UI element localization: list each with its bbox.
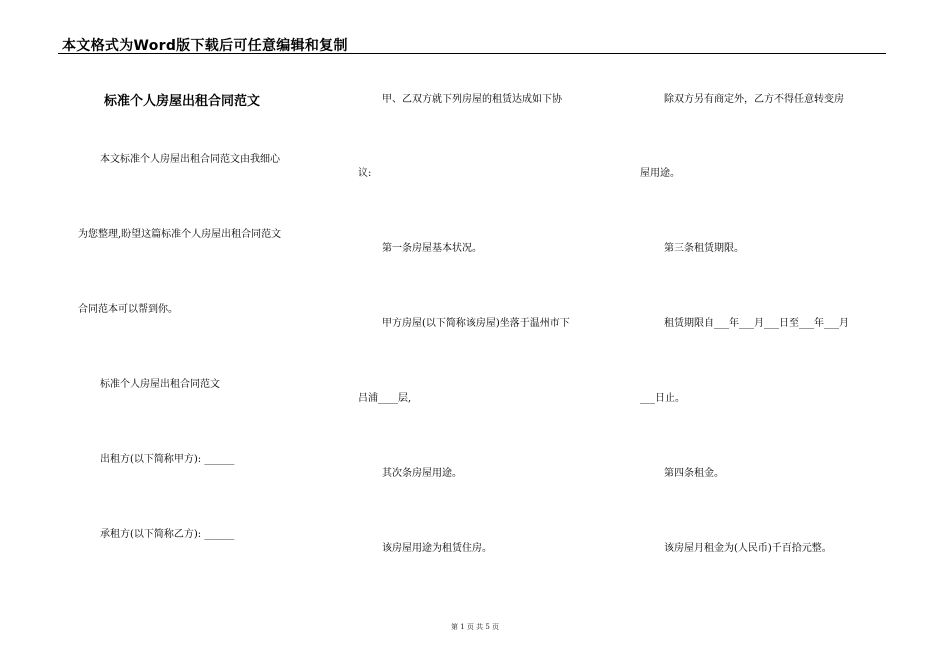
paragraph-line: 甲方房屋(以下简称该房屋)坐落于温州市下 [382, 318, 570, 329]
page-number: 第 1 页 共 5 页 [450, 623, 500, 631]
paragraph-line: ___日止。 [640, 393, 685, 404]
paragraph-line: 承租方(以下简称乙方): ______ [100, 529, 235, 540]
document-title: 标准个人房屋出租合同范文 [104, 94, 261, 109]
paragraph-line: 除双方另有商定外，乙方不得任意转变房 [664, 94, 844, 105]
paragraph-line: 第一条房屋基本状况。 [382, 243, 482, 254]
paragraph-line: 出租方(以下简称甲方): ______ [100, 454, 235, 465]
paragraph-line: 为您整理,盼望这篇标准个人房屋出租合同范文 [78, 229, 282, 240]
paragraph-line: 屋用途。 [640, 168, 680, 179]
paragraph-line: 该房屋用途为租赁住房。 [382, 543, 492, 554]
paragraph-line: 合同范本可以帮到你。 [78, 304, 178, 315]
paragraph-line: 吕浦____层, [358, 393, 412, 404]
paragraph-line: 标准个人房屋出租合同范文 [100, 379, 220, 390]
header-text: 本文格式为Word版下载后可任意编辑和复制 [62, 38, 348, 54]
paragraph-line: 该房屋月租金为(人民币)千百拾元整。 [664, 543, 832, 554]
paragraph-line: 第三条租赁期限。 [664, 243, 744, 254]
paragraph-line: 租赁期限自___年___月___日至___年___月 [664, 318, 849, 329]
paragraph-line: 甲、乙双方就下列房屋的租赁达成如下协 [382, 94, 562, 105]
paragraph-line: 第四条租金。 [664, 468, 724, 479]
header-rule [58, 53, 886, 54]
paragraph-line: 其次条房屋用途。 [382, 468, 462, 479]
paragraph-line: 本文标准个人房屋出租合同范文由我细心 [100, 154, 280, 165]
paragraph-line: 议: [358, 168, 372, 179]
